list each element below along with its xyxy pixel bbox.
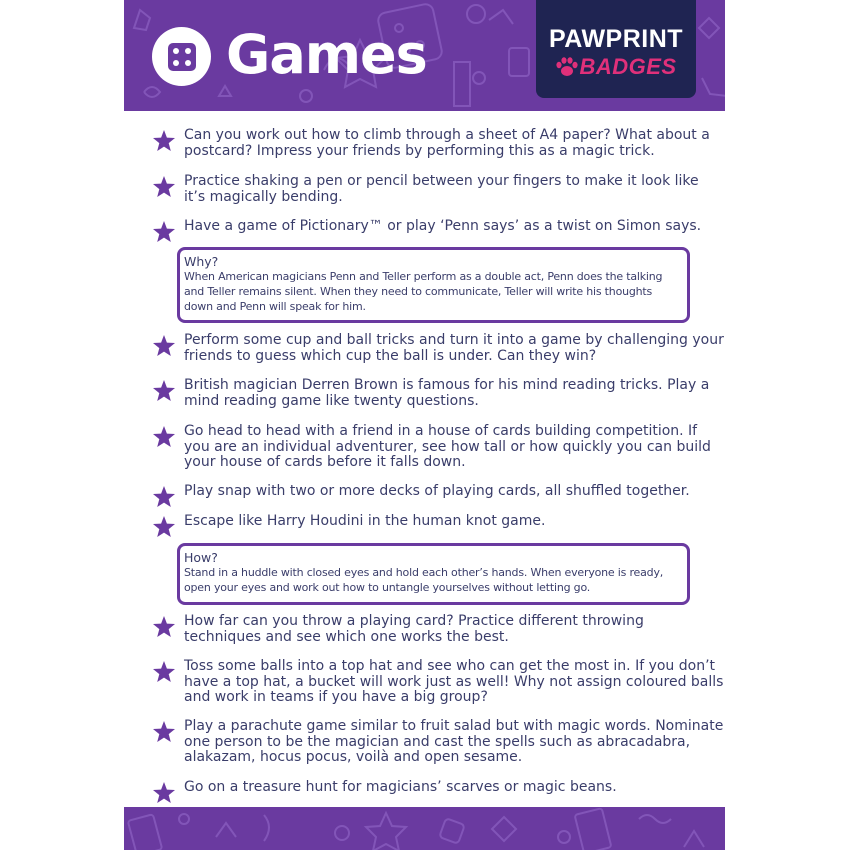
list-item-text: Escape like Harry Houdini in the human knot game. [184,513,546,529]
list-item-text: Play snap with two or more decks of playing cards, all shuffled together. [184,483,690,499]
list-item [152,378,724,409]
list-item [152,484,724,509]
star-bullet-icon [152,379,176,403]
how-info-box [177,543,690,605]
list-item-text: Toss some balls into a top hat and see who can get the most in. If you don’t have a top hat, a bucket will work just as well! Why not assign coloured balls and work in teams if you have a big group? [184,658,724,705]
star-bullet-icon [152,129,176,153]
list-item [152,614,724,645]
pawprint-badges-logo [536,0,696,98]
star-bullet-icon [152,175,176,199]
why-box-text: When American magicians Penn and Teller perform as a double act, Penn does the talking and Teller remains silent. When they need to communicate, Teller will write his thoughts down and Penn will speak for him. [184,270,663,313]
star-bullet-icon [152,515,176,539]
star-bullet-icon [152,615,176,639]
list-item-text: Go on a treasure hunt for magicians’ scarves or magic beans. [184,779,617,795]
dice-logo [152,27,211,86]
list-item-text: How far can you throw a playing card? Practice different throwing techniques and see which one works the best. [184,613,644,645]
star-bullet-icon [152,334,176,358]
list-item [152,174,724,205]
activity-sheet [124,0,725,850]
header-banner [124,0,725,111]
list-item-text: Play a parachute game similar to fruit salad but with magic words. Nominate one person to be the magician and cast the spells such as abracadabra, alakazam, hocus pocus, voilà and open sesame. [184,718,724,765]
list-item [152,128,724,159]
list-item-text: Perform some cup and ball tricks and turn it into a game by challenging your friends to guess which cup the ball is under. Can they win? [184,332,724,364]
list-item [152,219,724,244]
star-bullet-icon [152,425,176,449]
list-item [152,514,724,539]
brand-name-top: PAWPRINT [548,25,684,53]
list-item [152,719,724,766]
star-bullet-icon [152,720,176,744]
how-box-text: Stand in a huddle with closed eyes and hold each other’s hands. When everyone is ready, open your eyes and work out how to untangle yourselves without letting go. [184,566,664,594]
list-item-text: Have a game of Pictionary™ or play ‘Penn says’ as a twist on Simon says. [184,218,702,234]
list-item-text: Go head to head with a friend in a house of cards building competition. If you are an individual adventurer, see how tall or how quickly you can build your house of cards before it falls down. [184,423,711,470]
star-bullet-icon [152,485,176,509]
how-box-title: How? [184,550,218,565]
doodle-pattern [124,807,725,850]
brand-name-bottom: BADGES [579,54,677,79]
list-item [152,424,724,471]
list-item-text: Practice shaking a pen or pencil between your fingers to make it look like it’s magically bending. [184,173,699,205]
list-item-text: British magician Derren Brown is famous for his mind reading tricks. Play a mind reading game like twenty questions. [184,377,710,409]
star-bullet-icon [152,220,176,244]
why-box-title: Why? [184,254,219,269]
star-bullet-icon [152,781,176,805]
star-bullet-icon [152,660,176,684]
paw-icon [555,56,579,78]
page-title: Games [226,23,427,86]
list-item [152,780,724,805]
why-info-box [177,247,690,323]
dice-icon [165,40,199,74]
list-item-text: Can you work out how to climb through a sheet of A4 paper? What about a postcard? Impress your friends by performing this as a magic trick. [184,127,710,159]
footer-banner [124,807,725,850]
list-item [152,333,724,364]
list-item [152,659,724,706]
